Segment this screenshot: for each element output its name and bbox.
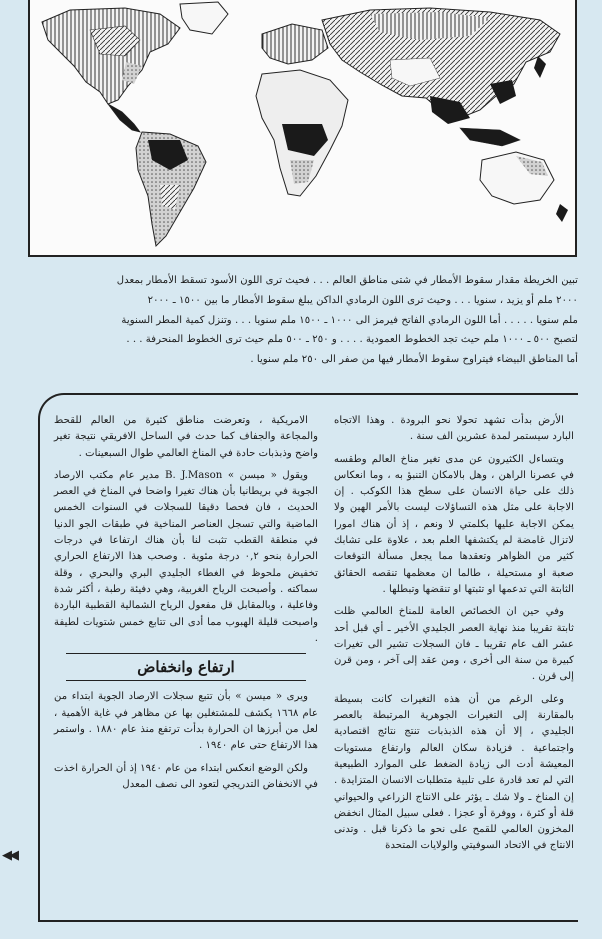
left-column	[54, 413, 318, 799]
article-frame	[38, 393, 578, 922]
caption-line: لتصبح ٥٠٠ ـ ١٠٠٠ ملم حيث تجد الخطوط العمودية . . . . و ٢٥٠ ـ ٥٠٠ ملم حيث ترى الخطوط المنحرفة . . .	[126, 334, 578, 346]
paragraph: ولكن الوضع انعكس ابتداء من عام ١٩٤٠ إذ أن الحرارة اخذت في الانخفاض التدريجي لتعود الى نصف المعدل	[54, 762, 318, 790]
map-svg	[30, 0, 575, 255]
paragraph: ويرى « ميسن » بأن تتبع سجلات الارصاد الجوية ابتداء من عام ١٦٦٨ يكشف للمشتغلين بها عن مظاهر في غاية الأهمية ، لعل من أبرزها ان الحرارة بدأت ترتفع منذ عام ١٨٨٠ . واستمر هذا الارتفاع حتى عام ١٩٤٠ .	[54, 691, 318, 752]
caption-line: تبين الخريطة مقدار سقوط الأمطار في شتى مناطق العالم . . . فحيث ترى اللون الأسود تسقط الأمطار بمعدل	[116, 275, 578, 286]
paragraph: الامريكية ، وتعرضت مناطق كثيرة من العالم للقحط والمجاعة والجفاف كما حدث في الساحل الافريقي نتيجة تغير واضح وذبذبات حادة في المناخ العالمي طوال السبعينات .	[54, 415, 318, 459]
paragraph: ويتساءل الكثيرون عن مدى تغير مناخ العالم وطقسه في عصرنا الراهن ، وهل بالامكان التنبؤ به ، وما انعكاس ذلك على حياة الانسان على سطح هذا الكوكب . إن الاجابة على مثل هذه التساؤلات ليست بالأمر الهين ولا يمكن الاجابة عليها بكلمتي لا ونعم ، إذ أن هناك امورا لاتزال غامضة لم يكتشفها العلم بعد ، علاوة على تشابك كثير من الظواهر وتعقدها مما يجعل مسألة التوقعات صعبة او مستحيلة ، طالما ان معظمها تنقصه الحقائق الثابتة التي تدعمها او تثبتها او تنقضها وتبطلها .	[334, 453, 574, 595]
section-heading: ارتفاع وانخفاض	[66, 653, 306, 681]
caption-line: ٢٠٠٠ ملم أو يزيد ، سنويا . . . وحيث ترى اللون الرمادي الداكن يبلغ سقوط الأمطار ما بين ١٥٠٠ ـ ٢٠٠٠	[147, 294, 578, 306]
world-rainfall-map	[28, 0, 577, 257]
paragraph: وفي حين ان الخصائص العامة للمناخ العالمي ظلت ثابتة تقريبا منذ نهاية العصر الجليدي الأخير ـ أي قبل أحد عشر الف عام تقريبا ـ فان السجلات تشير الى تغيرات كبيرة من سنة الى أخرى ، ومن عقد إلى آخر ، ومن قرن إلى قرن .	[334, 606, 574, 683]
right-column	[334, 413, 574, 861]
paragraph: الأرض بدأت تشهد تحولا نحو البرودة . وهذا الاتجاه البارد سيستمر لمدة عشرين الف سنة .	[334, 415, 574, 443]
map-caption	[22, 271, 578, 370]
caption-line: أما المناطق البيضاء فيتراوح سقوط الأمطار فيها من صفر الى ٢٥٠ ملم سنويا .	[250, 354, 578, 366]
next-page-arrow-icon[interactable]: ◀◀	[2, 848, 16, 863]
paragraph: وعلى الرغم من أن هذه التغيرات كانت بسيطة بالمقارنة إلى التغيرات الجوهرية المرتبطة بالعصر الجليدي ، إلا أن هذه الذبذبات تنتج نتائج اقتصادية واجتماعية . فزيادة سكان العالم وارتفاع مستويات المعيشة أدت الى زيادة الضغط على الموارد الطبيعية التي لم تعد قادرة على تلبية متطلبات الانسان المتزايدة . إن المناخ ـ ولا شك ـ يؤثر على الانتاج الزراعي والحيواني قلة أو كثرة ، ووفرة أو عجزا . فعلى سبيل المثال انخفض المخزون العالمي للقمح على نحو ما ذكرنا قبل . وتدنى الانتاج في الاتحاد السوفيتي والولايات المتحدة	[334, 693, 574, 852]
caption-line: ملم سنويا . . . . . أما اللون الرمادي الفاتح فيرمز الى ١٠٠٠ ـ ١٥٠٠ ملم سنويا . . . وتنزل كمية المطر السنوية	[121, 314, 578, 326]
paragraph: ويقول « ميسن » B. J.Mason مدير عام مكتب الارصاد الجوية في بريطانيا بأن هناك تغيرا واضحا في المناخ في العصر الحديث ، فان فحصا دقيقا للسجلات في السنوات الخمس الماضية والتي تسجل العناصر المناخية في طبقات الجو الدنيا في منطقة القطب تثبت لنا بأن هناك ارتفاعا في درجات الحرارة بنحو ٠,٢ درجة مئوية . وصحب هذا الارتفاع الحراري تخفيض ملحوظ في الغطاء الجليدي البري والبحري ، وقلة سماكته . وأصبحت الرياح الغربية، وهي دفيئة رطبة ، أكثر شدة وفاعلية ، وبالمقابل قل مفعول الرياح الشمالية القطبية الباردة واصبحت قليلة الهبوب مما أدى الى تتابع خمس شتويات لطيفة .	[54, 469, 318, 644]
